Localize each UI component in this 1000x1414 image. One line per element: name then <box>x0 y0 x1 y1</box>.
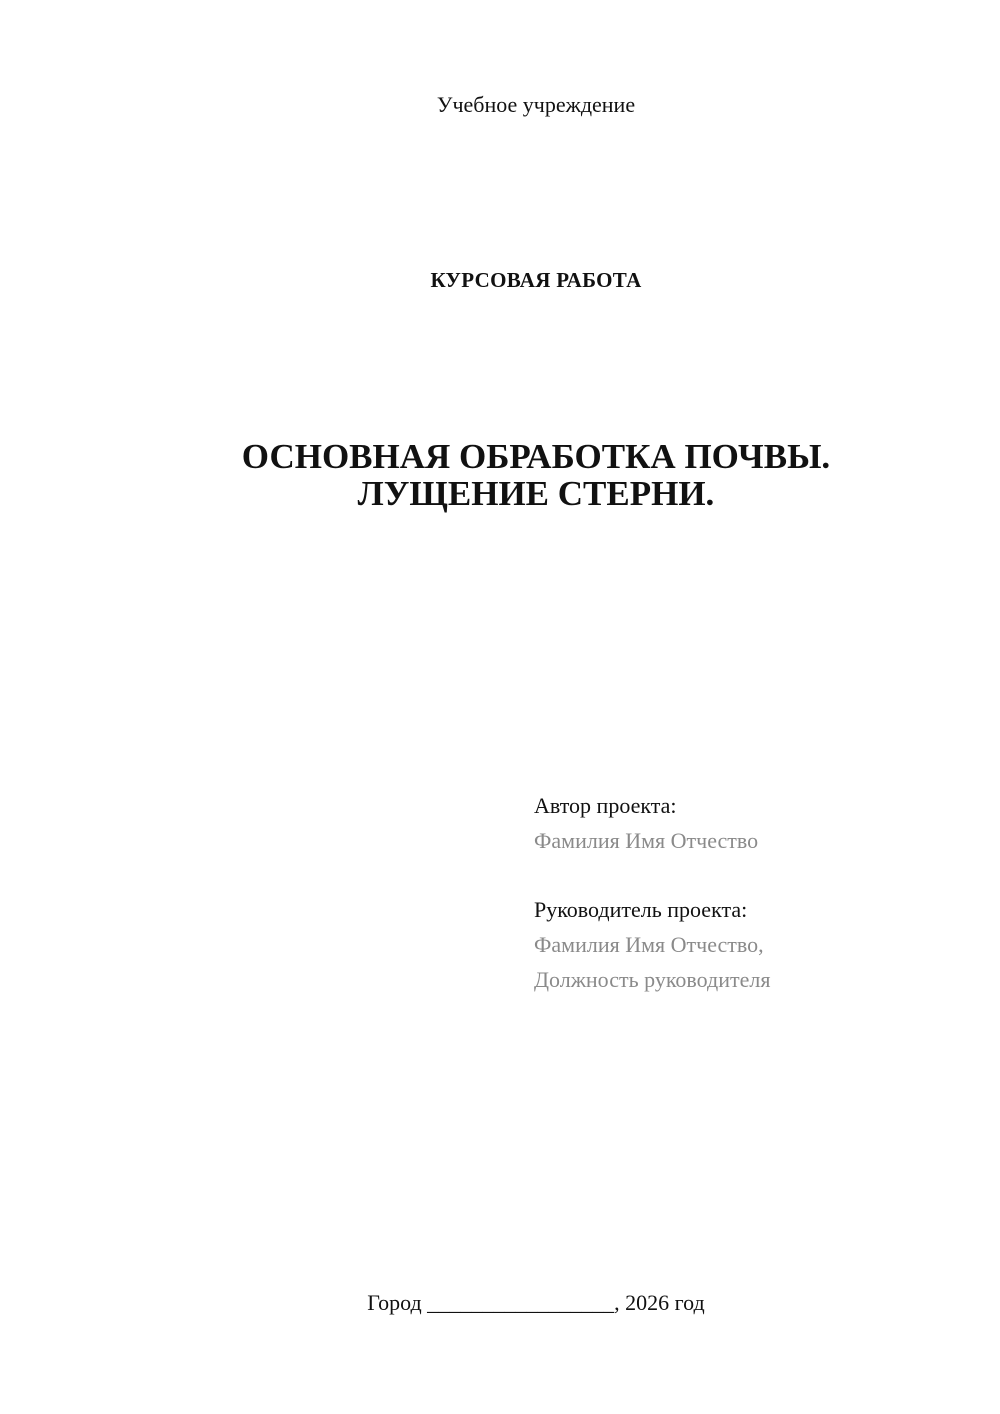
info-spacer <box>534 858 770 892</box>
title-line-2: ЛУЩЕНИЕ СТЕРНИ. <box>357 474 715 513</box>
supervisor-position: Должность руководителя <box>534 967 771 992</box>
supervisor-name: Фамилия Имя Отчество, <box>534 932 764 957</box>
author-name: Фамилия Имя Отчество <box>534 828 759 853</box>
supervisor-label: Руководитель проекта: <box>534 897 748 922</box>
city-year-footer: Город _________________, 2026 год <box>367 1290 705 1315</box>
work-type-heading: КУРСОВАЯ РАБОТА <box>430 268 642 292</box>
author-label: Автор проекта: <box>534 793 677 818</box>
document-title <box>0 438 1000 512</box>
institution-name: Учебное учреждение <box>436 92 636 117</box>
title-line-1: ОСНОВНАЯ ОБРАБОТКА ПОЧВЫ. <box>241 437 831 476</box>
project-info-block <box>534 788 770 997</box>
